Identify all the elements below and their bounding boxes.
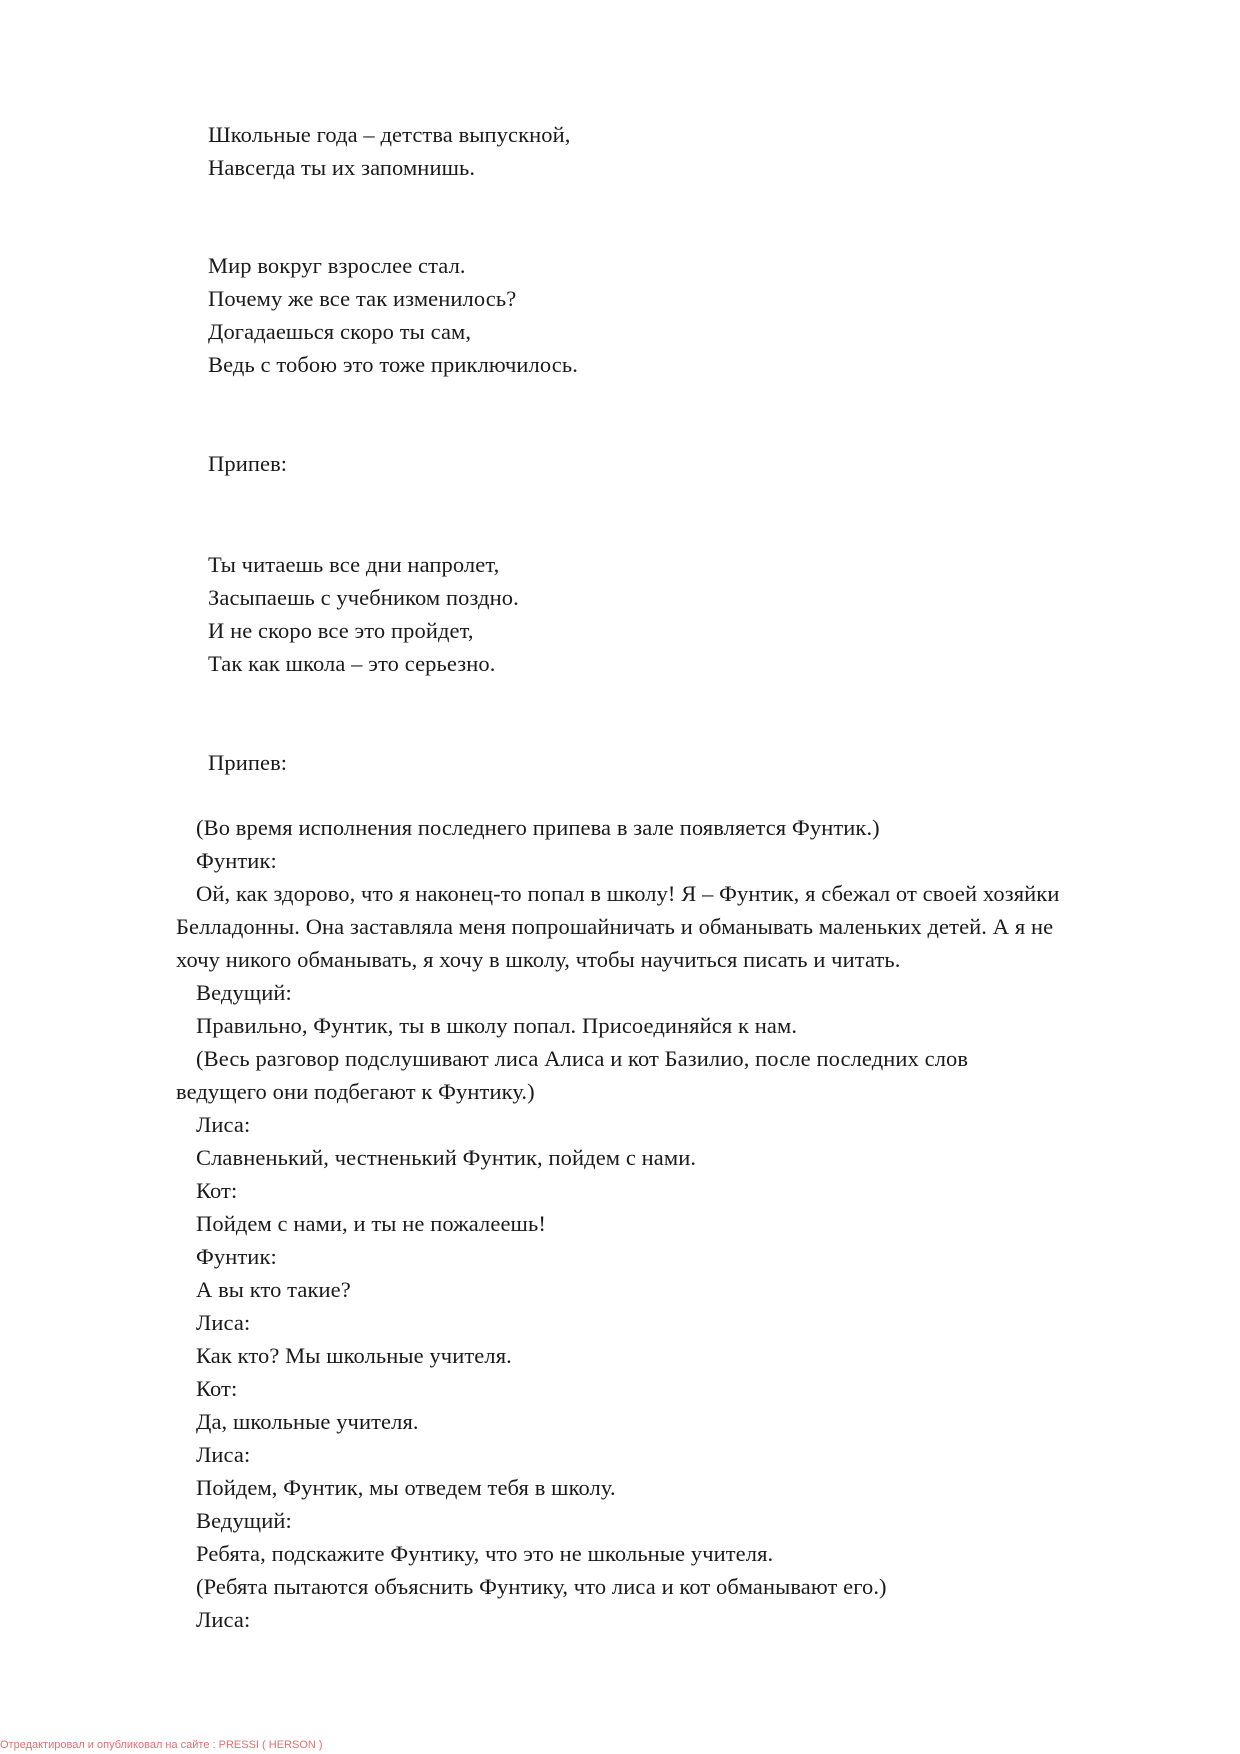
speaker-label: Фунтик:	[196, 1244, 277, 1269]
dialogue-line: Ой, как здорово, что я наконец-то попал в школу! Я – Фунтик, я сбежал от своей хозяйки	[196, 881, 1060, 906]
verse-line: Ведь с тобою это тоже приключилось.	[208, 352, 578, 377]
speaker-label: Ведущий:	[196, 980, 292, 1005]
dialogue-line: хочу никого обманывать, я хочу в школу, чтобы научиться писать и читать.	[176, 947, 901, 972]
verse-line: Ты читаешь все дни напролет,	[208, 552, 500, 577]
speaker-label: Кот:	[196, 1376, 238, 1401]
speaker-label: Лиса:	[196, 1607, 251, 1632]
verse-line: Школьные года – детства выпускной,	[208, 122, 571, 147]
speaker-label: Лиса:	[196, 1112, 251, 1137]
verse-line: Засыпаешь с учебником поздно.	[208, 585, 519, 610]
stage-direction: (Во время исполнения последнего припева в зале появляется Фунтик.)	[196, 815, 880, 840]
dialogue-line: Белладонны. Она заставляла меня попрошайничать и обманывать маленьких детей. А я не	[176, 914, 1054, 939]
dialogue-line: Да, школьные учителя.	[196, 1409, 419, 1434]
verse-line: Догадаешься скоро ты сам,	[208, 319, 472, 344]
verse-line: Так как школа – это серьезно.	[208, 651, 496, 676]
stage-direction: (Весь разговор подслушивают лиса Алиса и кот Базилио, после последних слов	[196, 1046, 969, 1071]
stage-direction: ведущего они подбегают к Фунтику.)	[176, 1079, 535, 1104]
dialogue-line: Как кто? Мы школьные учителя.	[196, 1343, 512, 1368]
verse-line: Мир вокруг взрослее стал.	[208, 253, 466, 278]
verse-line: Навсегда ты их запомнишь.	[208, 155, 476, 180]
dialogue-line: Славненький, честненький Фунтик, пойдем с нами.	[196, 1145, 697, 1170]
dialogue-line: А вы кто такие?	[196, 1277, 351, 1302]
speaker-label: Ведущий:	[196, 1508, 292, 1533]
speaker-label: Фунтик:	[196, 848, 277, 873]
publisher-footer: Отредактировал и опубликовал на сайте : PRESSI ( HERSON )	[0, 1739, 323, 1751]
verse-line: Почему же все так изменилось?	[208, 286, 517, 311]
chorus-label: Припев:	[208, 750, 288, 775]
chorus-label: Припев:	[208, 451, 288, 476]
speaker-label: Кот:	[196, 1178, 238, 1203]
dialogue-line: Пойдем, Фунтик, мы отведем тебя в школу.	[196, 1475, 616, 1500]
dialogue-line: Ребята, подскажите Фунтику, что это не школьные учителя.	[196, 1541, 774, 1566]
verse-line: И не скоро все это пройдет,	[208, 618, 474, 643]
dialogue-line: Пойдем с нами, и ты не пожалеешь!	[196, 1211, 546, 1236]
speaker-label: Лиса:	[196, 1310, 251, 1335]
dialogue-line: Правильно, Фунтик, ты в школу попал. Присоединяйся к нам.	[196, 1013, 798, 1038]
stage-direction: (Ребята пытаются объяснить Фунтику, что лиса и кот обманывают его.)	[196, 1574, 887, 1599]
speaker-label: Лиса:	[196, 1442, 251, 1467]
